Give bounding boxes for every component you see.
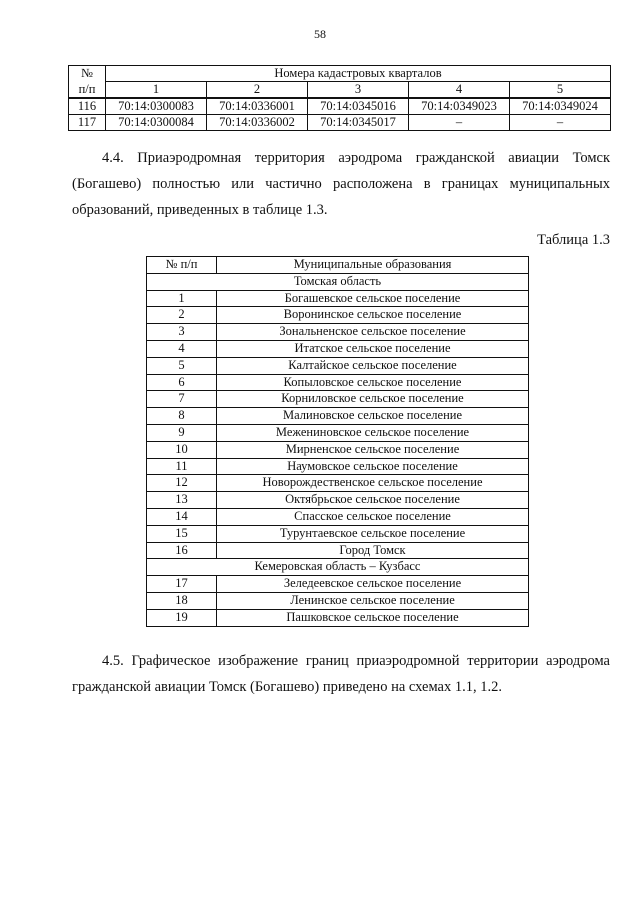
table-caption: Таблица 1.3 — [537, 232, 610, 248]
row-number: 11 — [147, 458, 217, 475]
table-row — [147, 441, 529, 458]
municipality-name: Турунтаевское сельское поселение — [217, 525, 529, 542]
header-num-label: № п/п — [147, 257, 217, 274]
row-number: 4 — [147, 340, 217, 357]
municipality-name: Октябрьское сельское поселение — [217, 492, 529, 509]
table-row — [147, 609, 529, 626]
row-number: 5 — [147, 357, 217, 374]
row-number: 7 — [147, 391, 217, 408]
table-row — [147, 357, 529, 374]
table-row — [147, 408, 529, 425]
page-number: 58 — [314, 27, 326, 41]
table-row — [147, 374, 529, 391]
cadastral-cell: 70:14:0336001 — [207, 98, 308, 115]
table-row — [147, 391, 529, 408]
row-number: 116 — [69, 98, 106, 115]
paragraph-4-4-text: 4.4. Приаэродромная территория аэродрома гражданской авиации Томск (Богашево) полностью или частично расположена в границах муниципальных образований, приведенных в таблице 1.3. — [72, 150, 610, 218]
municipality-name: Спасское сельское поселение — [217, 508, 529, 525]
header-num-label: № — [69, 66, 106, 82]
row-number: 18 — [147, 592, 217, 609]
column-number: 4 — [409, 82, 510, 99]
paragraph-4-5-text: 4.5. Графическое изображение границ приаэродромной территории аэродрома гражданской авиации Томск (Богашево) приведено на схемах 1.1, 1.2. — [72, 653, 610, 695]
header-group-label: Номера кадастровых кварталов — [106, 66, 611, 82]
table-row — [147, 424, 529, 441]
table-row — [147, 307, 529, 324]
cadastral-cell: 70:14:0345016 — [308, 98, 409, 115]
table-row — [147, 592, 529, 609]
municipality-name: Воронинское сельское поселение — [217, 307, 529, 324]
table-row — [147, 525, 529, 542]
table-row — [147, 290, 529, 307]
municipality-name: Копыловское сельское поселение — [217, 374, 529, 391]
municipality-name: Калтайское сельское поселение — [217, 357, 529, 374]
row-number: 12 — [147, 475, 217, 492]
row-number: 13 — [147, 492, 217, 509]
municipality-name: Итатское сельское поселение — [217, 340, 529, 357]
cadastral-cell: 70:14:0300083 — [106, 98, 207, 115]
municipality-name: Межениновское сельское поселение — [217, 424, 529, 441]
cadastral-cell: 70:14:0349024 — [510, 98, 611, 115]
column-number: 1 — [106, 82, 207, 99]
cadastral-cell: 70:14:0349023 — [409, 98, 510, 115]
group-row — [147, 273, 529, 290]
paragraph-4-5 — [72, 648, 610, 700]
table-header-row — [69, 82, 611, 99]
cadastral-cell: 70:14:0336002 — [207, 115, 308, 131]
municipality-name: Город Томск — [217, 542, 529, 559]
row-number: 10 — [147, 441, 217, 458]
row-number: 8 — [147, 408, 217, 425]
municipality-name: Малиновское сельское поселение — [217, 408, 529, 425]
municipality-name: Зональненское сельское поселение — [217, 324, 529, 341]
row-number: 1 — [147, 290, 217, 307]
row-number: 2 — [147, 307, 217, 324]
cadastral-cell: 70:14:0300084 — [106, 115, 207, 131]
municipality-name: Мирненское сельское поселение — [217, 441, 529, 458]
table-row — [147, 492, 529, 509]
row-number: 117 — [69, 115, 106, 131]
header-name-label: Муниципальные образования — [217, 257, 529, 274]
row-number: 14 — [147, 508, 217, 525]
row-number: 9 — [147, 424, 217, 441]
municipality-name: Ленинское сельское поселение — [217, 592, 529, 609]
table-row — [147, 324, 529, 341]
row-number: 6 — [147, 374, 217, 391]
paragraph-4-4 — [72, 145, 610, 223]
cadastral-cell: – — [510, 115, 611, 131]
table-row — [147, 458, 529, 475]
row-number: 3 — [147, 324, 217, 341]
table-header-row — [147, 257, 529, 274]
cadastral-quarters-table — [68, 65, 611, 131]
group-title: Томская область — [147, 273, 529, 290]
municipal-formations-table — [146, 256, 529, 627]
municipality-name: Пашковское сельское поселение — [217, 609, 529, 626]
column-number: 5 — [510, 82, 611, 99]
municipality-name: Корниловское сельское поселение — [217, 391, 529, 408]
table-row — [147, 508, 529, 525]
municipality-name: Новорождественское сельское поселение — [217, 475, 529, 492]
row-number: 17 — [147, 576, 217, 593]
table-row — [147, 576, 529, 593]
municipality-name: Богашевское сельское поселение — [217, 290, 529, 307]
cadastral-cell: 70:14:0345017 — [308, 115, 409, 131]
column-number: 3 — [308, 82, 409, 99]
group-row — [147, 559, 529, 576]
row-number: 15 — [147, 525, 217, 542]
column-number: 2 — [207, 82, 308, 99]
table-row — [147, 542, 529, 559]
header-num-sub-label: п/п — [69, 82, 106, 99]
row-number: 19 — [147, 609, 217, 626]
cadastral-cell: – — [409, 115, 510, 131]
table-header-row — [69, 66, 611, 82]
group-title: Кемеровская область – Кузбасс — [147, 559, 529, 576]
municipality-name: Наумовское сельское поселение — [217, 458, 529, 475]
municipality-name: Зеледеевское сельское поселение — [217, 576, 529, 593]
table-row — [69, 115, 611, 131]
table-row — [147, 475, 529, 492]
table-row — [69, 98, 611, 115]
table-row — [147, 340, 529, 357]
row-number: 16 — [147, 542, 217, 559]
